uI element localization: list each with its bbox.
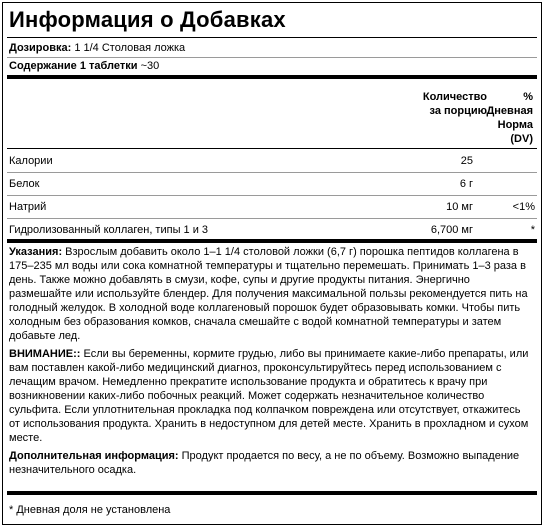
additional-info-label: Дополнительная информация: xyxy=(9,450,179,462)
nutrient-daily-value: * xyxy=(530,224,535,236)
serving-size-row xyxy=(9,41,185,55)
amount-header-line2: за порцию xyxy=(429,105,487,117)
servings-per-container-value: ~30 xyxy=(140,60,160,72)
nutrient-row xyxy=(9,200,535,214)
nutrient-name: Натрий xyxy=(9,201,47,213)
nutrient-amount: 6,700 мг xyxy=(430,224,473,236)
dv-header-line1: % xyxy=(523,91,533,103)
panel-title: Информация о Добавках xyxy=(9,7,286,32)
row-divider xyxy=(7,218,537,219)
nutrient-row xyxy=(9,154,535,168)
warning-section xyxy=(9,347,531,445)
warning-text: Если вы беременны, кормите грудью, либо вы принимаете какие-либо препараты, или вам поставлен какой-либо медицинский диагноз, проконсультируйтесь перед использованием с лечащим врачом. Немедленно прекратите использование продукта и обратитесь к врачу при возникновении каких-либо побочных реакций. Может содержать незначительное количество сульфита. Если уплотнительная прокладка под колпачком повреждена или отсутствует, откажитесь от использования продукта. Хранить в недоступном для детей месте. Хранить в прохладном и сухом месте. xyxy=(9,348,529,444)
directions-text: Взрослым добавить около 1–1 1/4 столовой ложки (6,7 г) порошка пептидов коллагена в 175–235 мл воды или сока комнатной температуры и тщательно перемешать. Принимать 1–3 раза в день. Также можно добавлять в смузи, кофе, супы и другие продукты питания. Энергично размешайте или используйте блендер. Для получения максимальной пользы рекомендуется пить на голодный желудок. В холодной воде коллагеновый порошок будет образовывать комки. Чтобы пить холодным без образования комков, сначала смешайте с водой комнатной температуры и затем добавьте лед. xyxy=(9,246,528,342)
nutrient-name: Гидролизованный коллаген, типы 1 и 3 xyxy=(9,224,209,236)
table-bottom-thick-divider xyxy=(7,239,537,243)
amount-per-serving-header xyxy=(407,90,487,118)
directions-section xyxy=(9,245,531,343)
amount-header-line1: Количество xyxy=(422,91,487,103)
footnote: * Дневная доля не установлена xyxy=(9,504,171,516)
dv-header-line4: (DV) xyxy=(510,133,533,145)
additional-info-text: Продукт продается по весу, а не по объему. Возможно выпадение незначительного осадка. xyxy=(9,450,520,476)
serving-divider xyxy=(7,57,537,58)
warning-label: ВНИМАНИЕ:: xyxy=(9,348,81,360)
nutrient-row xyxy=(9,223,535,237)
row-divider xyxy=(7,172,537,173)
table-header-divider xyxy=(7,148,537,149)
header-thick-divider xyxy=(7,75,537,79)
nutrient-amount: 25 xyxy=(460,155,473,167)
dv-header-line2: Дневная xyxy=(486,105,533,117)
nutrient-daily-value: <1% xyxy=(512,201,535,213)
servings-per-container-label: Содержание 1 таблетки xyxy=(9,60,138,72)
nutrient-amount: 10 мг xyxy=(446,201,473,213)
additional-info-section xyxy=(9,449,531,477)
footnote-thick-divider xyxy=(7,491,537,495)
nutrient-name: Калории xyxy=(9,155,53,167)
nutrient-name: Белок xyxy=(9,178,40,190)
serving-size-value: 1 1/4 Столовая ложка xyxy=(74,42,186,54)
supplement-facts-panel xyxy=(2,2,542,525)
nutrient-row xyxy=(9,177,535,191)
directions-label: Указания: xyxy=(9,246,63,258)
daily-value-header xyxy=(477,90,533,146)
row-divider xyxy=(7,195,537,196)
dv-header-line3: Норма xyxy=(497,119,533,131)
servings-per-container-row xyxy=(9,59,159,73)
nutrient-amount: 6 г xyxy=(459,178,473,190)
title-divider xyxy=(7,37,537,38)
serving-size-label: Дозировка: xyxy=(9,42,72,54)
